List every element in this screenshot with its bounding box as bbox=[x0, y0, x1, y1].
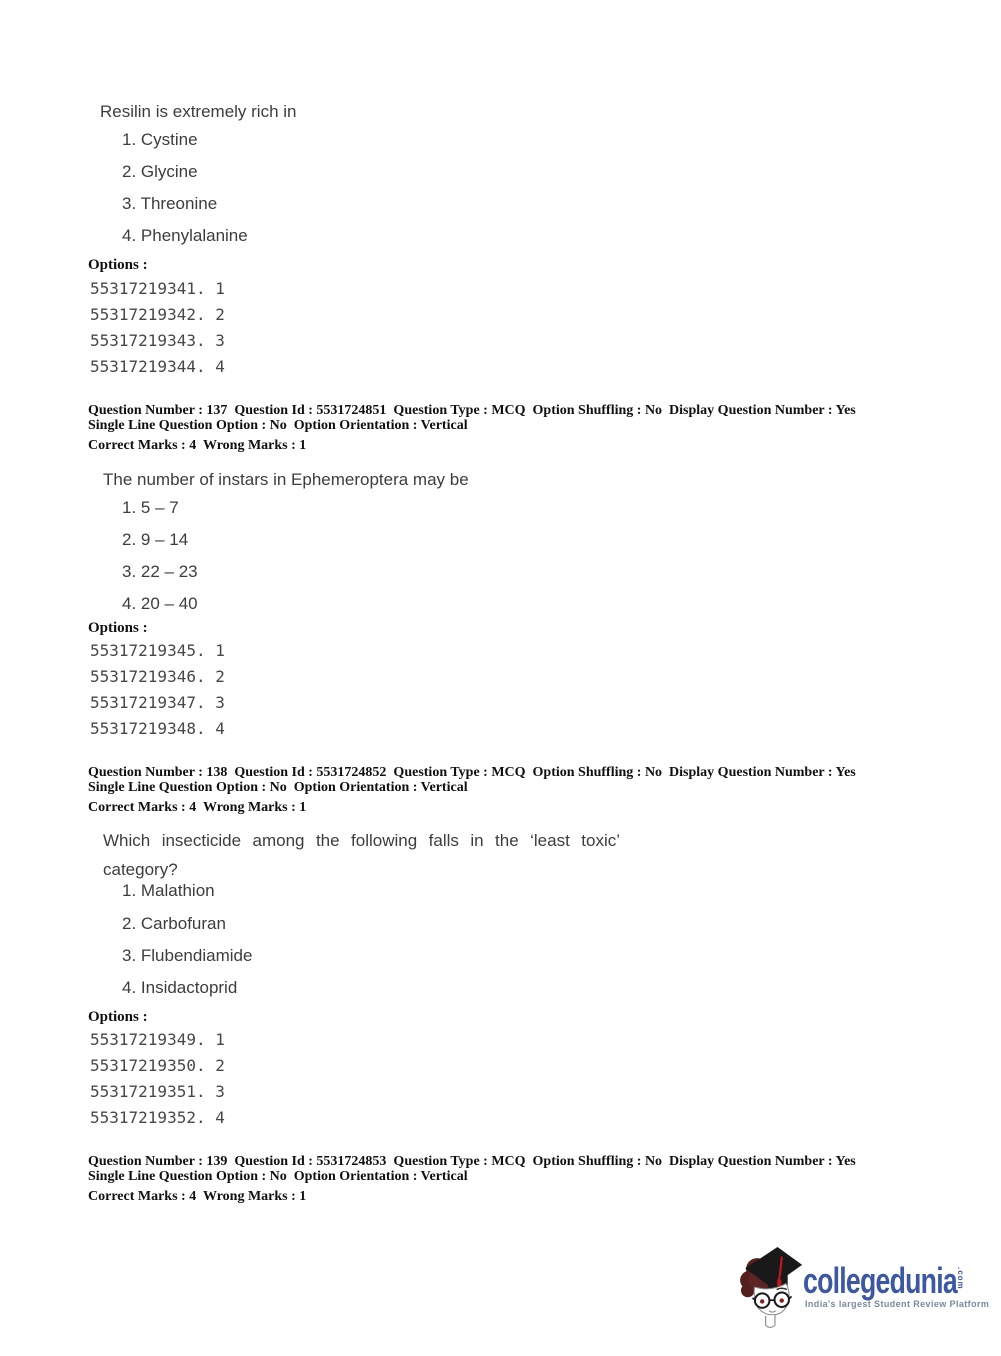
option-id-row: 55317219342. 2 bbox=[90, 305, 225, 324]
option-id-row: 55317219347. 3 bbox=[90, 693, 225, 712]
option-id-row: 55317219346. 2 bbox=[90, 667, 225, 686]
options-label: Options : bbox=[88, 1009, 148, 1025]
choice-option: 3. 22 – 23 bbox=[122, 562, 198, 581]
choice-option: 1. 5 – 7 bbox=[122, 498, 179, 517]
choice-option: 2. Glycine bbox=[122, 162, 198, 181]
choice-option: 3. Flubendiamide bbox=[122, 946, 253, 965]
question-text: The number of instars in Ephemeroptera may be bbox=[103, 470, 469, 489]
question-marks-line: Correct Marks : 4 Wrong Marks : 1 bbox=[88, 800, 307, 815]
question-meta-line: Question Number : 139 Question Id : 5531724853 Question Type : MCQ Option Shuffling : No Display Question Number : Yes bbox=[88, 1154, 856, 1169]
logo-tld-text: .com bbox=[956, 1267, 965, 1290]
question-meta-line: Question Number : 138 Question Id : 5531724852 Question Type : MCQ Option Shuffling : No Display Question Number : Yes bbox=[88, 765, 856, 780]
choice-option: 3. Threonine bbox=[122, 194, 218, 213]
option-id-row: 55317219341. 1 bbox=[90, 279, 225, 298]
question-text: Resilin is extremely rich in bbox=[100, 102, 297, 121]
option-id-row: 55317219350. 2 bbox=[90, 1056, 225, 1075]
question-meta-line: Single Line Question Option : No Option Orientation : Vertical bbox=[88, 780, 468, 795]
logo-brand-text: collegedunia bbox=[803, 1260, 957, 1301]
option-id-row: 55317219351. 3 bbox=[90, 1082, 225, 1101]
option-id-row: 55317219345. 1 bbox=[90, 641, 225, 660]
question-text: Which insecticide among the following falls in the ‘least toxic’ category? bbox=[103, 831, 620, 879]
options-label: Options : bbox=[88, 257, 148, 273]
choice-option: 4. Phenylalanine bbox=[122, 226, 248, 245]
collegedunia-logo bbox=[735, 1240, 990, 1335]
option-id-row: 55317219344. 4 bbox=[90, 357, 225, 376]
graduate-boy-mascot-icon bbox=[735, 1242, 803, 1332]
choice-option: 4. Insidactoprid bbox=[122, 978, 238, 997]
logo-tagline: India's largest Student Review Platform bbox=[805, 1299, 990, 1309]
question-meta-line: Single Line Question Option : No Option Orientation : Vertical bbox=[88, 418, 468, 433]
question-marks-line: Correct Marks : 4 Wrong Marks : 1 bbox=[88, 1189, 307, 1204]
question-marks-line: Correct Marks : 4 Wrong Marks : 1 bbox=[88, 438, 307, 453]
option-id-row: 55317219343. 3 bbox=[90, 331, 225, 350]
choice-option: 2. Carbofuran bbox=[122, 914, 226, 933]
choice-option: 2. 9 – 14 bbox=[122, 530, 189, 549]
choice-option: 4. 20 – 40 bbox=[122, 594, 198, 613]
question-meta-line: Question Number : 137 Question Id : 5531724851 Question Type : MCQ Option Shuffling : No Display Question Number : Yes bbox=[88, 403, 856, 418]
option-id-row: 55317219349. 1 bbox=[90, 1030, 225, 1049]
options-label: Options : bbox=[88, 620, 148, 636]
choice-option: 1. Cystine bbox=[122, 130, 198, 149]
question-meta-line: Single Line Question Option : No Option Orientation : Vertical bbox=[88, 1169, 468, 1184]
option-id-row: 55317219352. 4 bbox=[90, 1108, 225, 1127]
choice-option: 1. Malathion bbox=[122, 881, 215, 900]
option-id-row: 55317219348. 4 bbox=[90, 719, 225, 738]
